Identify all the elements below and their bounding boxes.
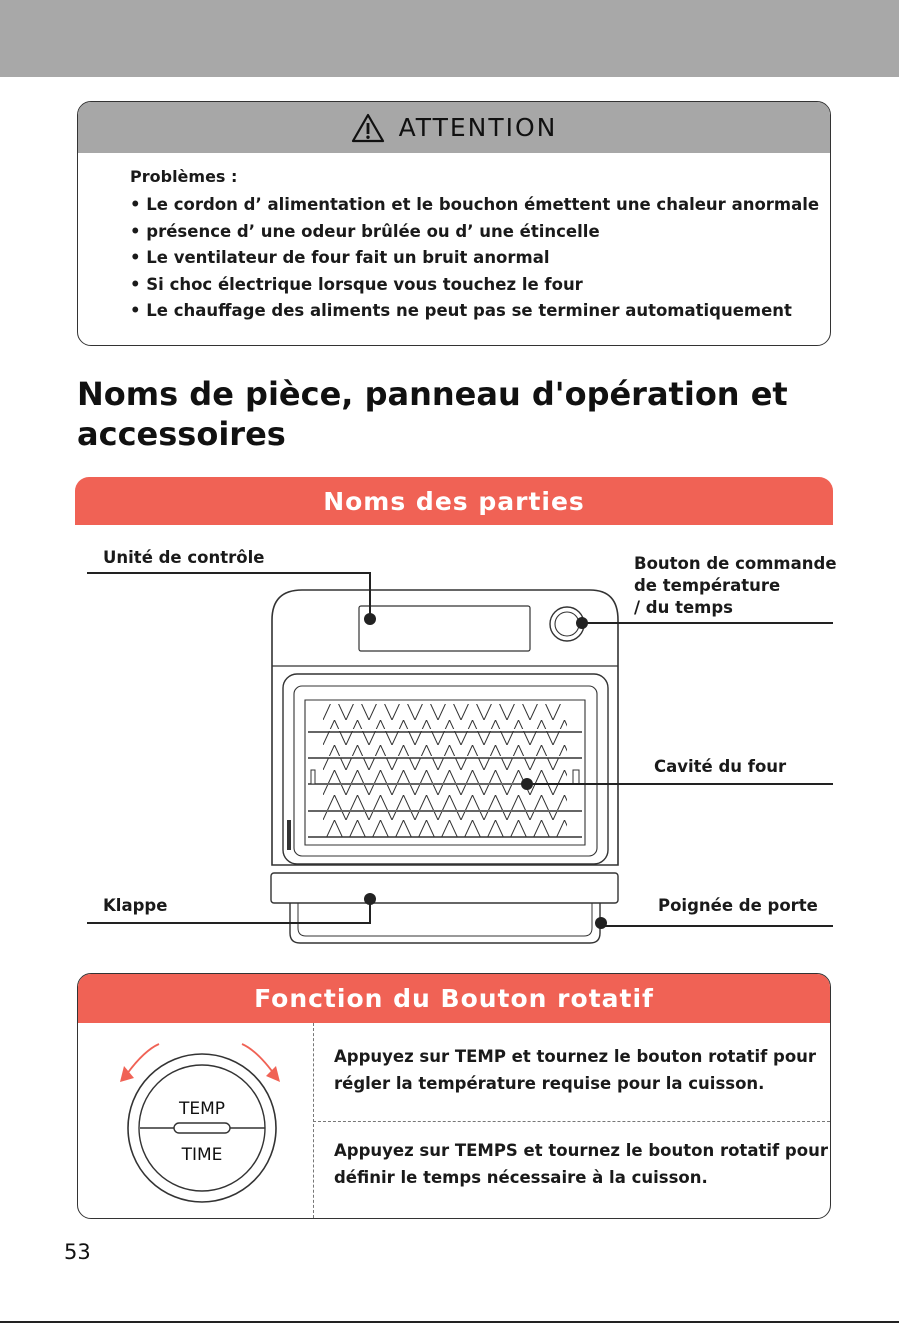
label-knob-line: / du temps [634,598,733,617]
problems-label: Problèmes : [130,167,238,186]
warning-icon [351,113,385,143]
function-banner: Fonction du Bouton rotatif [78,974,830,1023]
label-knob-line: de température [634,576,781,595]
problem-item: • présence d’ une odeur brûlée ou d’ une étincelle [130,221,600,241]
label-knob-line: Bouton de commande [634,554,837,573]
label-handle: Poignée de porte [658,896,818,915]
oven-illustration [0,520,899,990]
rotary-knob-icon [108,1026,308,1216]
time-instruction [334,1137,828,1191]
label-cavity: Cavité du four [654,757,787,776]
label-control-unit: Unité de contrôle [103,548,265,567]
attention-title: ATTENTION [398,113,558,142]
page-number: 53 [64,1240,91,1264]
divider [313,1121,830,1122]
problem-item: • Si choc électrique lorsque vous touchez le four [130,274,583,294]
instruction-line: définir le temps nécessaire à la cuisson. [334,1168,708,1187]
label-door: Klappe [103,896,168,915]
knob-temp-label: TEMP [178,1099,226,1119]
attention-box [77,101,831,346]
knob-function-box [77,973,831,1219]
page-title [77,374,857,454]
attention-header [78,102,830,153]
bottom-rule [0,1321,899,1323]
knob-time-label: TIME [181,1145,223,1165]
page-title-line: Noms de pièce, panneau d'opération et [77,375,788,413]
problem-item: • Le cordon d’ alimentation et le bouchon émettent une chaleur anormale [130,195,820,214]
instruction-line: Appuyez sur TEMPS et tournez le bouton rotatif pour [334,1141,828,1160]
instruction-line: régler la température requise pour la cuisson. [334,1074,765,1093]
page-title-line: accessoires [77,415,286,453]
problem-item: • Le chauffage des aliments ne peut pas se terminer automatiquement [130,301,792,320]
temp-instruction [334,1043,816,1097]
parts-banner: Noms des parties [75,477,833,525]
problem-item: • Le ventilateur de four fait un bruit anormal [130,248,550,267]
top-band [0,0,899,77]
attention-body [78,153,830,325]
instruction-line: Appuyez sur TEMP et tournez le bouton rotatif pour [334,1047,817,1066]
